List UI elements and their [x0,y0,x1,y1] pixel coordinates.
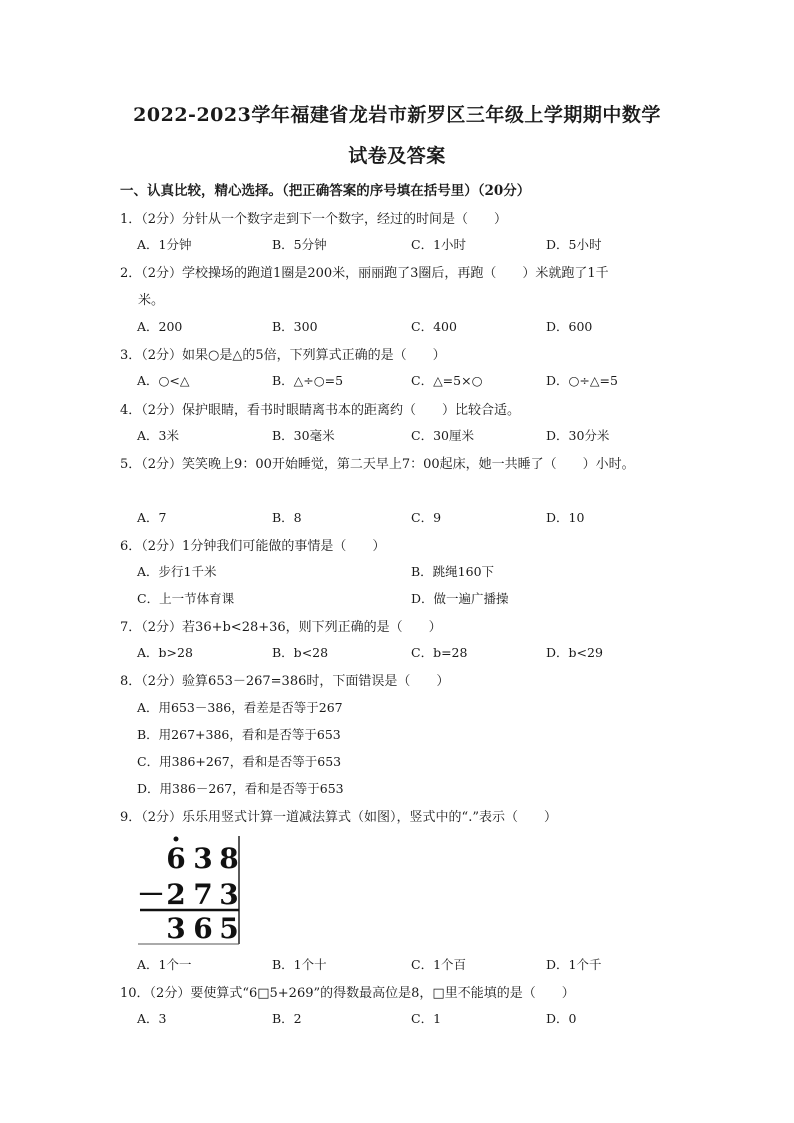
q7-option-b[interactable]: B．b<28 [272,645,329,660]
q4-option-d[interactable]: D．30分米 [546,428,610,443]
q4-option-c[interactable]: C．30厘米 [411,428,474,443]
row1-digit-hundreds: 6 [166,842,186,875]
doc-title-line2: 试卷及答案 [348,145,446,167]
question-6: 6．（2分）1分钟我们可能做的事情是（ ） [120,539,386,554]
q1-option-c[interactable]: C．1小时 [411,237,467,252]
question-5: 5．（2分）笑笑晚上9：00开始睡觉，第二天早上7：00起床，她一共睡了（ ）小时。 [120,457,635,472]
q8-option-b[interactable]: B．用267+386，看和是否等于653 [137,727,341,742]
q3-option-c[interactable]: C．△=5×○ [411,373,483,388]
result-digit-ones: 5 [219,912,239,945]
q3-option-b[interactable]: B．△÷○=5 [272,373,344,388]
q1-option-d[interactable]: D．5小时 [546,237,602,252]
row2-digit-ones: 3 [219,878,239,911]
minus-sign: － [136,878,166,911]
q6-option-b[interactable]: B．跳绳160下 [411,564,495,579]
q9-option-a[interactable]: A．1个一 [137,957,192,972]
result-digit-hundreds: 3 [166,912,186,945]
q8-option-d[interactable]: D．用386－267，看和是否等于653 [137,781,344,796]
q5-option-c[interactable]: C．9 [411,510,442,525]
q3-option-a[interactable]: A．○<△ [137,373,190,388]
q7-option-d[interactable]: D．b<29 [546,645,603,660]
q7-option-c[interactable]: C．b=28 [411,645,468,660]
row1-digit-ones: 8 [219,842,239,875]
q7-option-a[interactable]: A．b>28 [137,645,193,660]
q9-option-c[interactable]: C．1个百 [411,957,467,972]
q5-option-b[interactable]: B．8 [272,510,302,525]
question-3: 3．（2分）如果○是△的5倍，下列算式正确的是（ ） [120,348,446,363]
question-2-cont: 米。 [138,293,165,308]
q10-option-d[interactable]: D．0 [546,1011,577,1026]
row2-digit-tens: 7 [193,878,213,911]
q4-option-a[interactable]: A．3米 [137,428,179,443]
q1-option-a[interactable]: A．1分钟 [137,237,192,252]
section-heading: 一、认真比较，精心选择。（把正确答案的序号填在括号里）（20分） [120,183,531,199]
question-8: 8．（2分）验算653－267=386时，下面错误是（ ） [120,674,450,689]
result-digit-tens: 6 [193,912,213,945]
q1-option-b[interactable]: B．5分钟 [272,237,327,252]
q10-option-b[interactable]: B．2 [272,1011,302,1026]
q2-option-c[interactable]: C．400 [411,319,457,334]
vertical-subtraction-figure [136,834,242,946]
q9-option-d[interactable]: D．1个千 [546,957,602,972]
q5-option-d[interactable]: D．10 [546,510,585,525]
q8-option-a[interactable]: A．用653－386，看差是否等于267 [137,700,343,715]
question-7: 7．（2分）若36+b<28+36，则下列正确的是（ ） [120,620,442,635]
question-4: 4．（2分）保护眼睛，看书时眼睛离书本的距离约（ ）比较合适。 [120,403,521,418]
doc-title-line1: 2022-2023学年福建省龙岩市新罗区三年级上学期期中数学 [133,104,661,126]
q10-option-a[interactable]: A．3 [137,1011,167,1026]
q2-option-b[interactable]: B．300 [272,319,318,334]
q8-option-c[interactable]: C．用386+267，看和是否等于653 [137,754,342,769]
q10-option-c[interactable]: C．1 [411,1011,442,1026]
question-1: 1．（2分）分针从一个数字走到下一个数字，经过的时间是（ ） [120,212,508,227]
q2-option-a[interactable]: A．200 [137,319,183,334]
q4-option-b[interactable]: B．30毫米 [272,428,335,443]
q9-option-b[interactable]: B．1个十 [272,957,327,972]
q6-option-a[interactable]: A．步行1千米 [137,564,217,579]
row1-digit-tens: 3 [193,842,213,875]
q6-option-c[interactable]: C．上一节体育课 [137,591,235,606]
q3-option-d[interactable]: D．○÷△=5 [546,373,618,388]
row2-digit-hundreds: 2 [166,878,186,911]
q6-option-d[interactable]: D．做一遍广播操 [411,591,509,606]
borrow-dot-icon [174,837,179,842]
question-2: 2．（2分）学校操场的跑道1圈是200米，丽丽跑了3圈后，再跑（ ）米就跑了1千 [120,266,609,281]
question-9: 9．（2分）乐乐用竖式计算一道减法算式（如图），竖式中的“.”表示（ ） [120,810,557,825]
question-10: 10．（2分）要使算式“6□5+269”的得数最高位是8，□里不能填的是（ ） [120,986,575,1001]
q5-option-a[interactable]: A．7 [137,510,167,525]
q2-option-d[interactable]: D．600 [546,319,593,334]
